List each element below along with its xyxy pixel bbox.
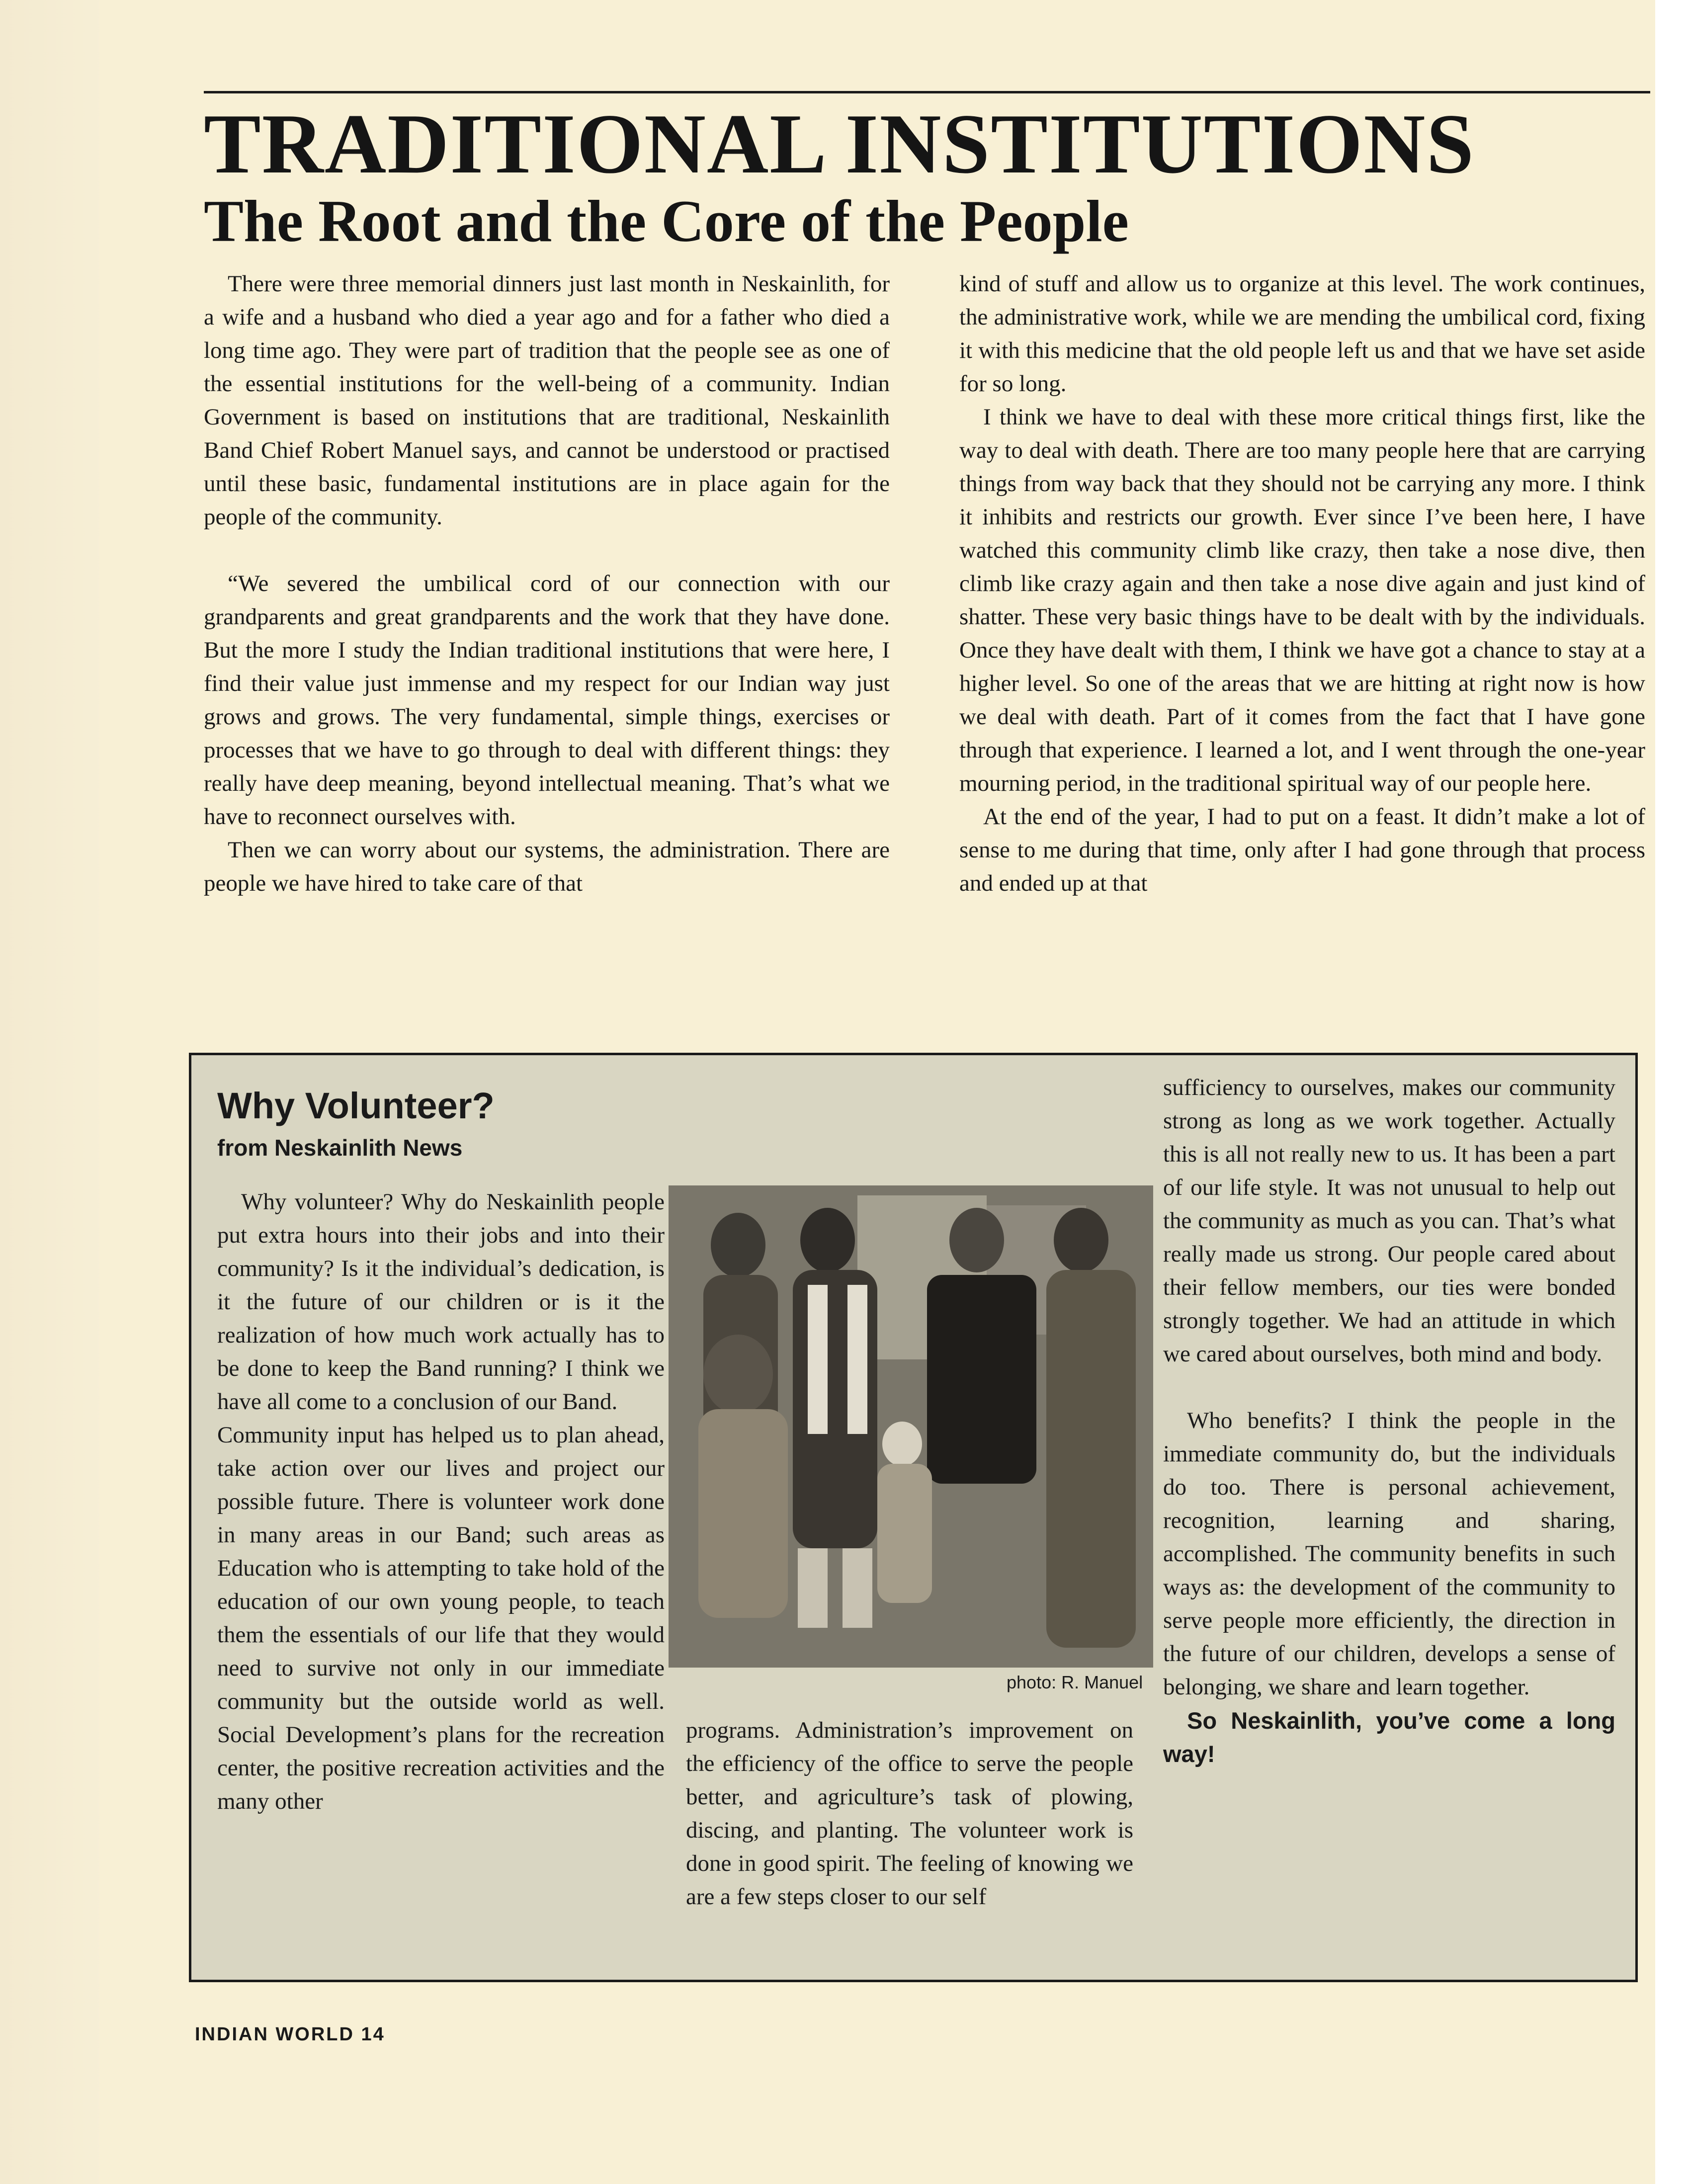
sidebar-column-3 [1163,1071,1615,1770]
paragraph: programs. Administration’s improvement on the efficiency of the office to serve the people better, and agriculture’s task of plowing, discing, and planting. The volunteer work is done in good spirit. The feeling of knowing we are a few steps closer to our self [686,1717,1133,1910]
paragraph: Why volunteer? Why do Neskainlith people put extra hours into their jobs and into their community? Is it the individual’s dedication, is it the future of our children or is it the realization of how much work actually has to be done to keep the Band running? I think we have all come to a conclusion of our Band. [217,1189,665,1415]
closing-line: So Neskainlith, you’ve come a long way! [1163,1707,1615,1767]
sidebar-title: Why Volunteer? [217,1085,495,1126]
sidebar-source: from Neskainlith News [217,1135,463,1161]
paragraph: kind of stuff and allow us to organize at this level. The work continues, the administrative work, while we are mending the umbilical cord, fixing it with this medicine that the old people left us and that we have set aside for so long. [959,271,1645,397]
paragraph: I think we have to deal with these more critical things first, like the way to deal with death. There are too many people here that are carrying things from way back that they should not be carrying any more. I think it inhibits and restricts our growth. Ever since I’ve been here, I have watched this community climb like crazy, then take a nose dive, then climb like crazy again and then take a nose dive again and just kind of shatter. These very basic things have to be dealt with by the individuals. Once they have dealt with them, I think we have got a chance to stay at a higher level. So one of the areas that we are hitting at right now is how we deal with death. Part of it comes from the fact that I have gone through that experience. I learned a lot, and I went through the one-year mourning period, in the traditional spiritual way of our people here. [959,404,1645,796]
paragraph: Then we can worry about our systems, the administration. There are people we have hired to take care of that [204,837,890,896]
paragraph: Who benefits? I think the people in the immediate community do, but the individuals do too. There is personal achievement, recognition, learning and sharing, accomplished. The community benefits in such ways as: the development of the community to serve people more efficiently, the direction in the future of our children, develops a sense of belonging, we share and learn together. [1163,1408,1615,1700]
page-footer: INDIAN WORLD 14 [195,2024,385,2045]
article-title: TRADITIONAL INSTITUTIONS [204,97,1475,191]
page-margin [0,0,109,2184]
paragraph: “We severed the umbilical cord of our connection with our grandparents and great grandparents and the work that they have done. But the more I study the Indian traditional institutions that were here, I find their value just immense and my respect for our Indian way just grows and grows. The very fundamental, simple things, exercises or processes that we have to go through to deal with different things: they really have deep meaning, beyond intellectual meaning. That’s what we have to reconnect ourselves with. [204,571,890,830]
photo-credit: photo: R. Manuel [1007,1672,1143,1692]
paragraph: Community input has helped us to plan ahead, take action over our lives and project our possible future. There is volunteer work done in many areas in our Band; such areas as Education who is attempting to take hold of the education of our own young people, to teach them the essentials of our life that they would need to survive not only in our immediate community but the outside world as well. Social Development’s plans for the recreation center, the positive recreation activities and the many other [217,1422,665,1814]
header-rule [204,91,1650,93]
sidebar-column-2 [686,1714,1133,1914]
paragraph: There were three memorial dinners just last month in Neskainlith, for a wife and a husband who died a year ago and for a father who died a long time ago. They were part of tradition that the people see as one of the essential institutions for the well-being of a community. Indian Government is based on institutions that are traditional, Neskainlith Band Chief Robert Manuel says, and cannot be understood or practised until these basic, fundamental institutions are in place again for the people of the community. [204,271,890,530]
sidebar-column-1 [217,1185,665,1818]
article-column-2 [959,267,1645,900]
paragraph: sufficiency to ourselves, makes our community strong as long as we work together. Actually this is all not really new to us. It has been a part of our life style. It was not unusual to help out the community as much as you can. That’s what really made us strong. Our people cared about their fellow members, our ties were bonded strongly together. We had an attitude in which we cared about ourselves, both mind and body. [1163,1075,1615,1367]
article-column-1 [204,267,890,900]
article-subtitle: The Root and the Core of the People [204,188,1129,254]
paragraph: At the end of the year, I had to put on a feast. It didn’t make a lot of sense to me during that time, only after I had gone through that process and ended up at that [959,804,1645,896]
sidebar-box [189,1053,1638,1982]
photo-image [669,1185,1153,1668]
photo-women-and-child [669,1185,1153,1668]
